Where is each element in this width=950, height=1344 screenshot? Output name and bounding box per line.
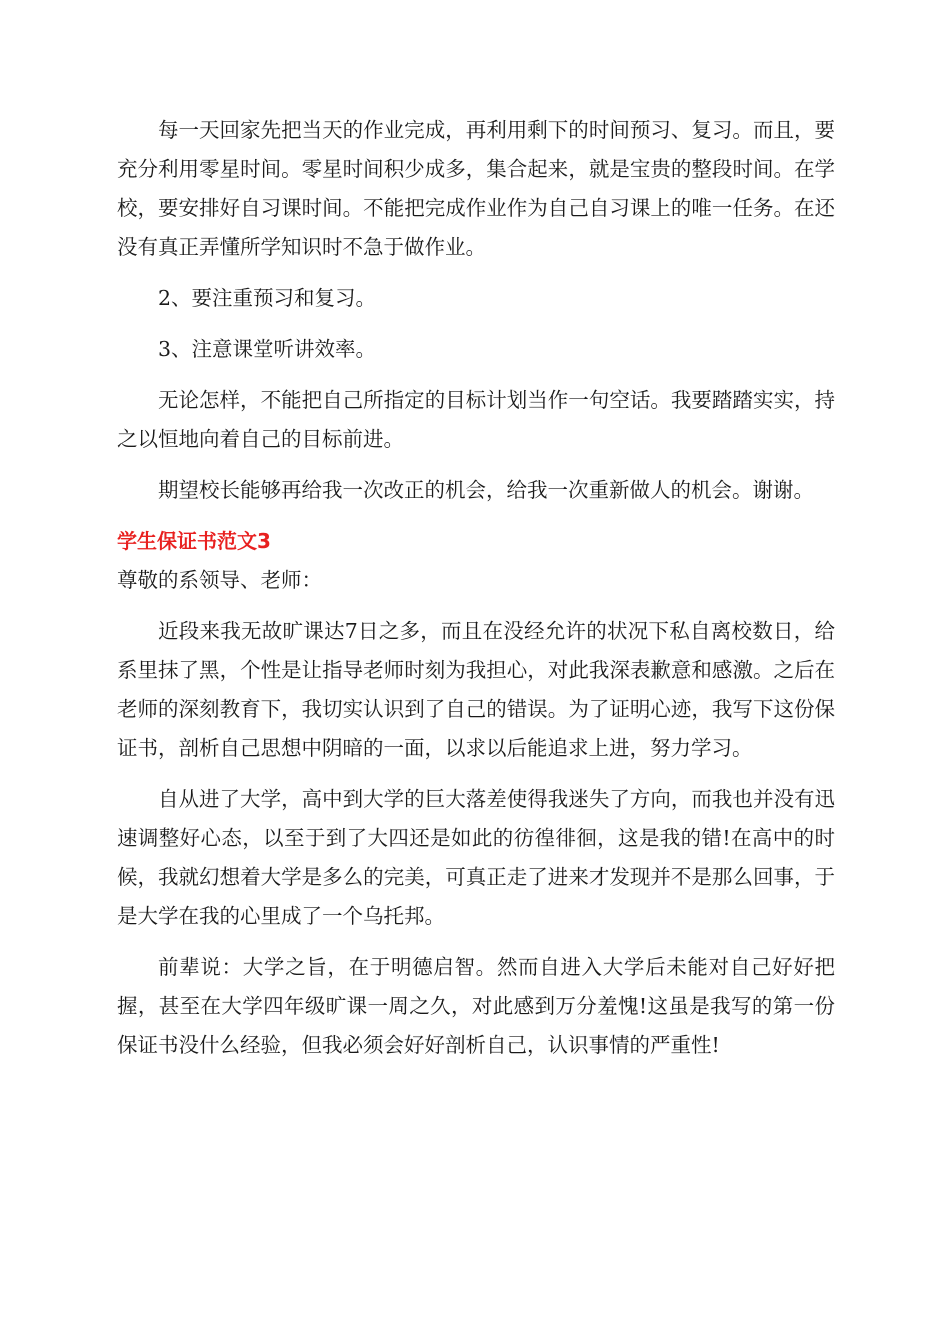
paragraph-absence-apology: 近段来我无故旷课达7日之多，而且在没经允许的状况下私自离校数日，给系里抹了黑，个性是让指导老师时刻为我担心，对此我深表歉意和感激。之后在老师的深刻教育下，我切实认识到了自己的错误。为了证明心迹，我写下这份保证书，剖析自己思想中阴暗的一面，以求以后能追求上进，努力学习。 bbox=[117, 619, 835, 760]
paragraph-goal-commitment: 无论怎样，不能把自己所指定的目标计划当作一句空话。我要踏踏实实，持之以恒地向着自己的目标前进。 bbox=[117, 388, 835, 451]
paragraph-study-plan: 每一天回家先把当天的作业完成，再利用剩下的时间预习、复习。而且，要充分利用零星时间。零星时间积少成多，集合起来，就是宝贵的整段时间。在学校，要安排好自习课时间。不能把完成作业作为自己自习课上的唯一任务。在还没有真正弄懂所学知识时不急于做作业。 bbox=[117, 118, 835, 259]
document-body bbox=[117, 111, 835, 1065]
paragraph-point-2: 2、要注重预习和复习。 bbox=[158, 286, 377, 310]
paragraph-closing-request: 期望校长能够再给我一次改正的机会，给我一次重新做人的机会。谢谢。 bbox=[158, 478, 814, 502]
section-heading: 学生保证书范文3 bbox=[117, 529, 271, 553]
paragraph-university-reflection: 自从进了大学，高中到大学的巨大落差使得我迷失了方向，而我也并没有迅速调整好心态，以至于到了大四还是如此的彷徨徘徊，这是我的错!在高中的时候，我就幻想着大学是多么的完美，可真正走了进来才发现并不是那么回事，于是大学在我的心里成了一个乌托邦。 bbox=[117, 787, 835, 928]
paragraph-self-analysis: 前辈说：大学之旨，在于明德启智。然而自进入大学后未能对自己好好把握，甚至在大学四年级旷课一周之久，对此感到万分羞愧!这虽是我写的第一份保证书没什么经验，但我必须会好好剖析自己，认识事情的严重性! bbox=[117, 955, 835, 1057]
paragraph-point-3: 3、注意课堂听讲效率。 bbox=[158, 337, 377, 361]
salutation: 尊敬的系领导、老师： bbox=[117, 568, 322, 592]
